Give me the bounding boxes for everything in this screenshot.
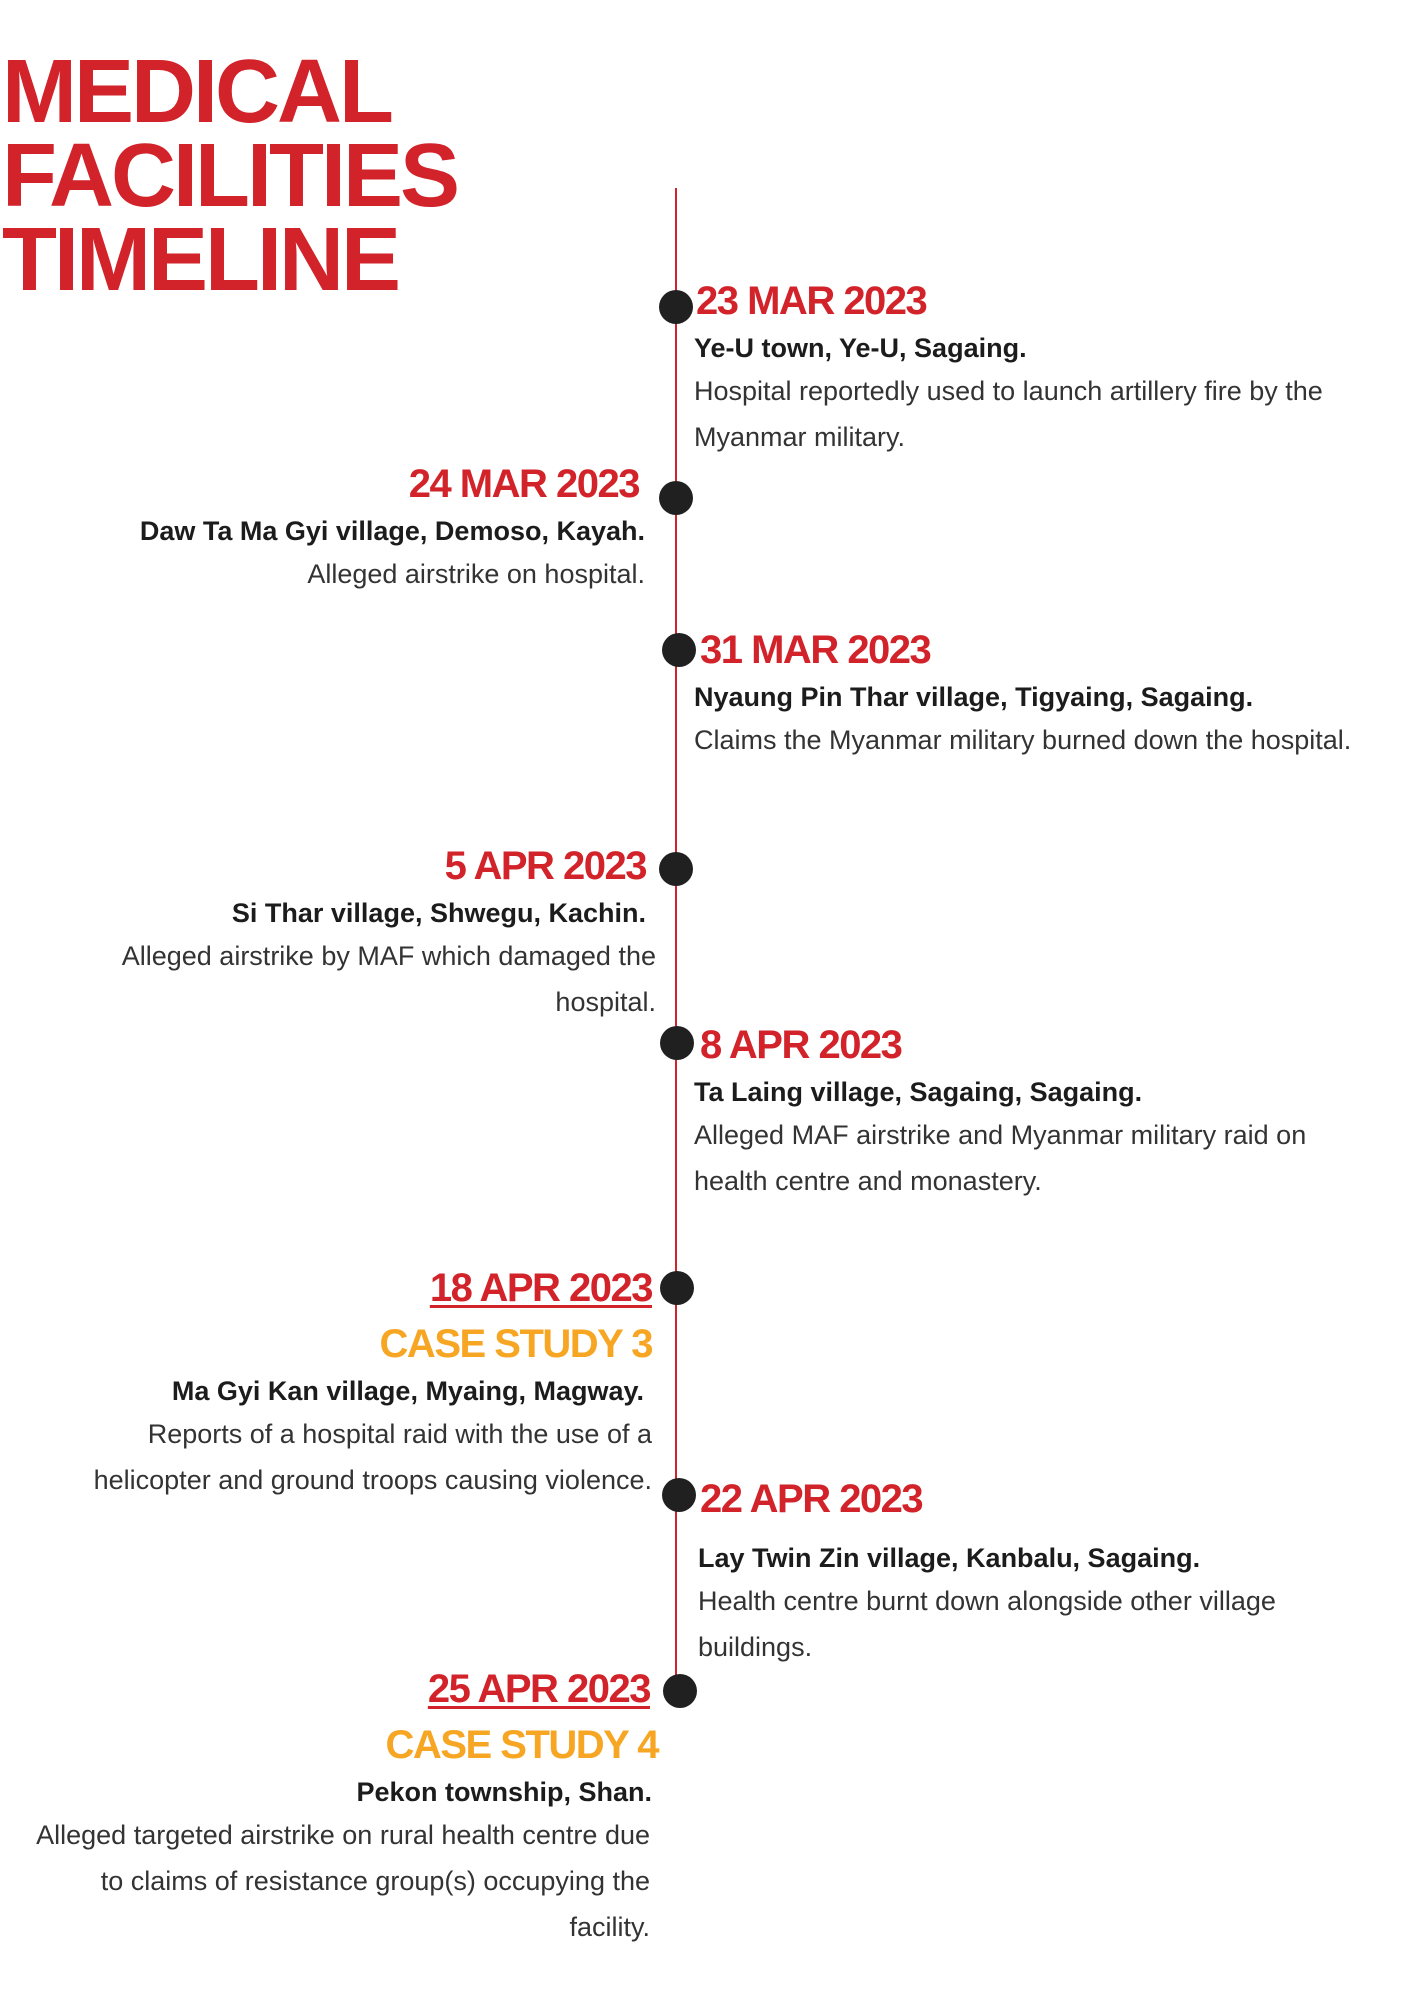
entry-date: 22 APR 2023: [700, 1477, 923, 1521]
entry-date: 5 APR 2023: [444, 844, 646, 888]
title-line-3: TIMELINE: [2, 210, 398, 310]
entry-description: Alleged airstrike on hospital.: [307, 559, 645, 589]
entry-description: Health centre burnt down alongside other village buildings.: [698, 1586, 1276, 1662]
timeline-dot: [659, 290, 693, 324]
entry-location: Daw Ta Ma Gyi village, Demoso, Kayah.: [139, 516, 645, 546]
timeline-entry: [694, 1022, 1380, 1204]
page-title: [2, 42, 458, 310]
entry-description: Alleged targeted airstrike on rural health centre due to claims of resistance group(s) occupying the facility.: [36, 1820, 650, 1942]
entry-location: Ta Laing village, Sagaing, Sagaing.: [694, 1077, 1143, 1107]
case-study-label: CASE STUDY 3: [379, 1322, 652, 1366]
timeline-entry: [66, 843, 656, 1025]
entry-description: Alleged airstrike by MAF which damaged the hospital.: [121, 941, 656, 1017]
entry-location: Lay Twin Zin village, Kanbalu, Sagaing.: [698, 1543, 1201, 1573]
entry-description: Hospital reportedly used to launch artillery fire by the Myanmar military.: [694, 376, 1323, 452]
entry-location: Ye-U town, Ye-U, Sagaing.: [694, 333, 1027, 363]
entry-date: 8 APR 2023: [700, 1023, 902, 1067]
timeline-dot: [663, 1674, 697, 1708]
timeline-dot: [662, 1478, 696, 1512]
entry-description: Claims the Myanmar military burned down the hospital.: [694, 725, 1352, 755]
entry-location: Nyaung Pin Thar village, Tigyaing, Sagaing.: [694, 682, 1254, 712]
entry-location: Ma Gyi Kan village, Myaing, Magway.: [171, 1376, 644, 1406]
entry-date: 18 APR 2023: [429, 1266, 652, 1310]
timeline-entry: [696, 278, 1396, 460]
timeline-entry: [12, 1265, 652, 1503]
entry-location: Pekon township, Shan.: [356, 1777, 652, 1807]
entry-description: Reports of a hospital raid with the use of a helicopter and ground troops causing violence.: [93, 1419, 652, 1495]
entry-date: 24 MAR 2023: [408, 462, 639, 506]
timeline-entry: [25, 461, 645, 597]
timeline-axis: [675, 188, 677, 1688]
title-line-2: FACILITIES: [2, 126, 458, 226]
timeline-entry: [700, 1476, 1380, 1670]
entry-location: Si Thar village, Shwegu, Kachin.: [231, 898, 646, 928]
entry-date: 25 APR 2023: [427, 1667, 650, 1711]
case-study-label: CASE STUDY 4: [385, 1723, 658, 1767]
entry-date: 23 MAR 2023: [696, 279, 927, 323]
timeline-dot: [662, 633, 696, 667]
entry-description: Alleged MAF airstrike and Myanmar military raid on health centre and monastery.: [694, 1120, 1307, 1196]
timeline-entry: [30, 1666, 658, 1950]
timeline-entry: [694, 627, 1414, 763]
title-line-1: MEDICAL: [2, 42, 391, 142]
entry-date: 31 MAR 2023: [700, 628, 931, 672]
timeline-dot: [659, 481, 693, 515]
timeline-dot: [659, 852, 693, 886]
timeline-dot: [660, 1271, 694, 1305]
timeline-dot: [660, 1026, 694, 1060]
